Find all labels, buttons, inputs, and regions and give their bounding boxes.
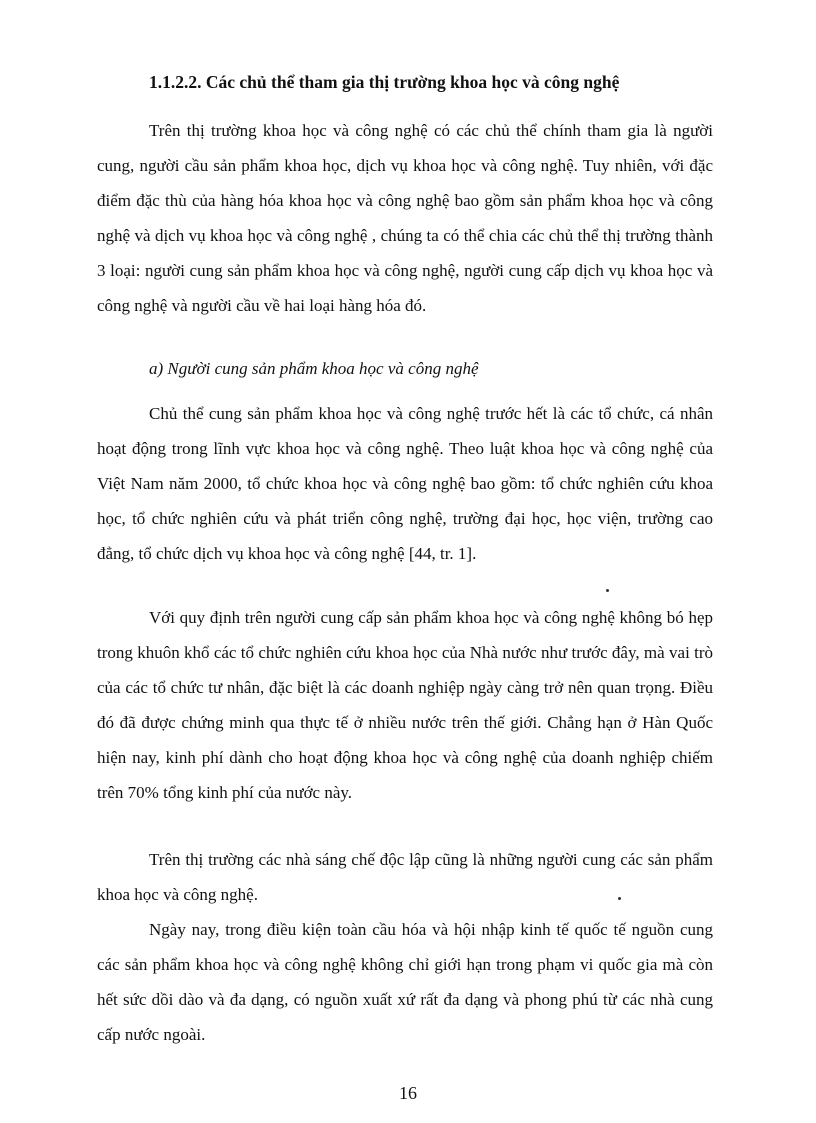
- paragraph-1: Trên thị trường khoa học và công nghệ có các chủ thể chính tham gia là người cung, người cầu sản phẩm khoa học, dịch vụ khoa học và công nghệ. Tuy nhiên, với đặc điểm đặc thù của hàng hóa khoa học và công nghệ bao gồm sản phẩm khoa học và công nghệ và dịch vụ khoa học và công nghệ , chúng ta có thể chia các chủ thể thị trường thành 3 loại: người cung sản phẩm khoa học và công nghệ, người cung cấp dịch vụ khoa học và công nghệ và người cầu về hai loại hàng hóa đó.: [97, 121, 713, 315]
- paragraph-4: Trên thị trường các nhà sáng chế độc lập cũng là những người cung các sản phẩm khoa học và công nghệ.: [97, 850, 713, 904]
- page-number: 16: [399, 1083, 417, 1103]
- subheading-a: a) Người cung sản phẩm khoa học và công nghệ: [149, 359, 479, 378]
- paragraph-3: Với quy định trên người cung cấp sản phẩm khoa học và công nghệ không bó hẹp trong khuôn khổ các tổ chức nghiên cứu khoa học của Nhà nước như trước đây, mà vai trò của các tổ chức tư nhân, đặc biệt là các doanh nghiệp ngày càng trở nên quan trọng. Điều đó đã được chứng minh qua thực tế ở nhiều nước trên thế giới. Chẳng hạn ở Hàn Quốc hiện nay, kinh phí dành cho hoạt động khoa học và công nghệ của doanh nghiệp chiếm trên 70% tổng kinh phí của nước này.: [97, 608, 713, 802]
- scan-speck: [606, 589, 609, 592]
- scan-speck: [618, 897, 621, 900]
- paragraph-5: Ngày nay, trong điều kiện toàn cầu hóa và hội nhập kinh tế quốc tế nguồn cung các sản phẩm khoa học và công nghệ không chỉ giới hạn trong phạm vi quốc gia mà còn hết sức dồi dào và đa dạng, có nguồn xuất xứ rất đa dạng và phong phú từ các nhà cung cấp nước ngoài.: [97, 920, 713, 1044]
- paragraph-2: Chủ thể cung sản phẩm khoa học và công nghệ trước hết là các tổ chức, cá nhân hoạt động trong lĩnh vực khoa học và công nghệ. Theo luật khoa học và công nghệ của Việt Nam năm 2000, tổ chức khoa học và công nghệ bao gồm: tổ chức nghiên cứu khoa học, tổ chức nghiên cứu và phát triển công nghệ, trường đại học, học viện, trường cao đẳng, tổ chức dịch vụ khoa học và công nghệ [44, tr. 1].: [97, 404, 713, 563]
- section-heading: 1.1.2.2. Các chủ thể tham gia thị trường khoa học và công nghệ: [149, 72, 620, 92]
